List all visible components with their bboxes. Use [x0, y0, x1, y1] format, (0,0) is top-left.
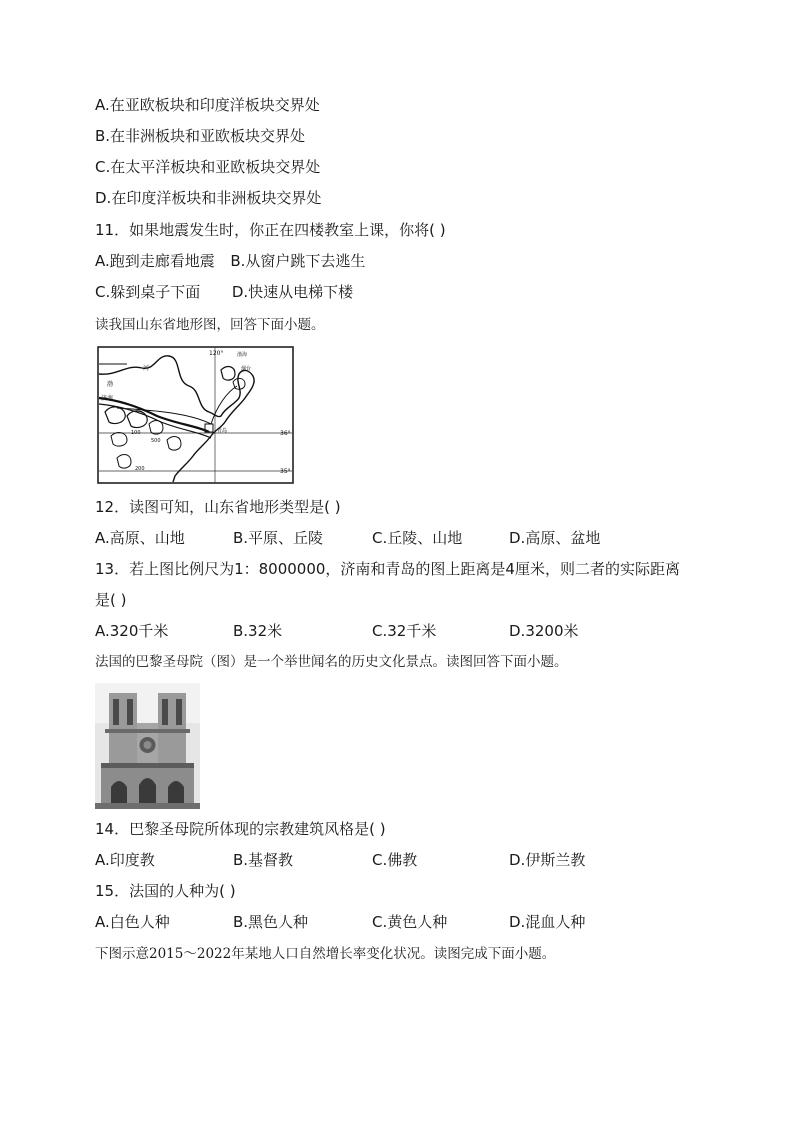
q10-option-b: B.在非洲板块和亚欧板块交界处	[95, 127, 306, 145]
q12-stem: 12．读图可知，山东省地形类型是( )	[95, 498, 341, 516]
notre-dame-photo	[95, 683, 200, 809]
q13-option-d: D.3200米	[509, 622, 579, 640]
q12-option-b: B.平原、丘陵	[233, 529, 324, 547]
map-city-jinan: 济南	[101, 395, 114, 402]
q10-option-c: C.在太平洋板块和亚欧板块交界处	[95, 158, 321, 176]
q10-option-d: D.在印度洋板块和非洲板块交界处	[95, 189, 322, 207]
map-elevation-3: 200	[135, 466, 145, 472]
map-city-qingdao: 青岛	[217, 428, 228, 434]
q14-option-b: B.基督教	[233, 851, 294, 869]
q12-option-c: C.丘陵、山地	[372, 529, 463, 547]
q11-options-row2	[95, 281, 353, 303]
q11-stem: 11．如果地震发生时，你正在四楼教室上课，你将( )	[95, 221, 446, 239]
q10-option-a: A.在亚欧板块和印度洋板块交界处	[95, 96, 320, 114]
map-sea-label: 渤	[107, 381, 114, 388]
map-river-label: 河	[143, 365, 150, 372]
q12-option-d: D.高原、盆地	[509, 529, 601, 547]
q13-stem-line1: 13．若上图比例尺为1：8000000，济南和青岛的图上距离是4厘米，则二者的实际距离	[95, 560, 680, 578]
q15-option-a: A.白色人种	[95, 913, 170, 931]
q11-options-row1	[95, 250, 365, 272]
q15-option-b: B.黑色人种	[233, 913, 309, 931]
q14-stem: 14．巴黎圣母院所体现的宗教建筑风格是( )	[95, 820, 386, 838]
q11-option-d: D.快速从电梯下楼	[231, 283, 354, 301]
q15-option-c: C.黄色人种	[372, 913, 448, 931]
q13-stem-line2: 是( )	[95, 591, 127, 609]
q14-option-c: C.佛教	[372, 851, 418, 869]
q11-option-c: C.躲到桌子下面	[95, 283, 201, 301]
map-elevation-2: 500	[151, 438, 161, 444]
q15-stem: 15．法国的人种为( )	[95, 882, 236, 900]
shandong-terrain-map	[97, 346, 294, 484]
q13-option-b: B.32米	[233, 622, 283, 640]
map-region-label: 渤海	[237, 352, 248, 358]
map-city-yantai: 烟台	[241, 366, 252, 372]
map-longitude-label: 120°	[209, 350, 224, 357]
q15-option-d: D.混血人种	[509, 913, 586, 931]
map-elevation-1: 100	[131, 430, 141, 436]
q14-option-a: A.印度教	[95, 851, 155, 869]
q12-option-a: A.高原、山地	[95, 529, 185, 547]
q13-option-c: C.32千米	[372, 622, 437, 640]
q14-option-d: D.伊斯兰教	[509, 851, 586, 869]
intro-paris: 法国的巴黎圣母院（图）是一个举世闻名的历史文化景点。读图回答下面小题。	[95, 654, 568, 670]
map-latitude-36-label: 36°	[280, 430, 291, 437]
q11-option-a: A.跑到走廊看地震	[95, 252, 215, 270]
q13-option-a: A.320千米	[95, 622, 169, 640]
q11-option-b: B.从窗户跳下去逃生	[230, 252, 366, 270]
map-latitude-35-label: 35°	[280, 468, 291, 475]
intro-shandong: 读我国山东省地形图，回答下面小题。	[95, 317, 325, 333]
intro-population: 下图示意2015～2022年某地人口自然增长率变化状况。读图完成下面小题。	[95, 946, 556, 962]
